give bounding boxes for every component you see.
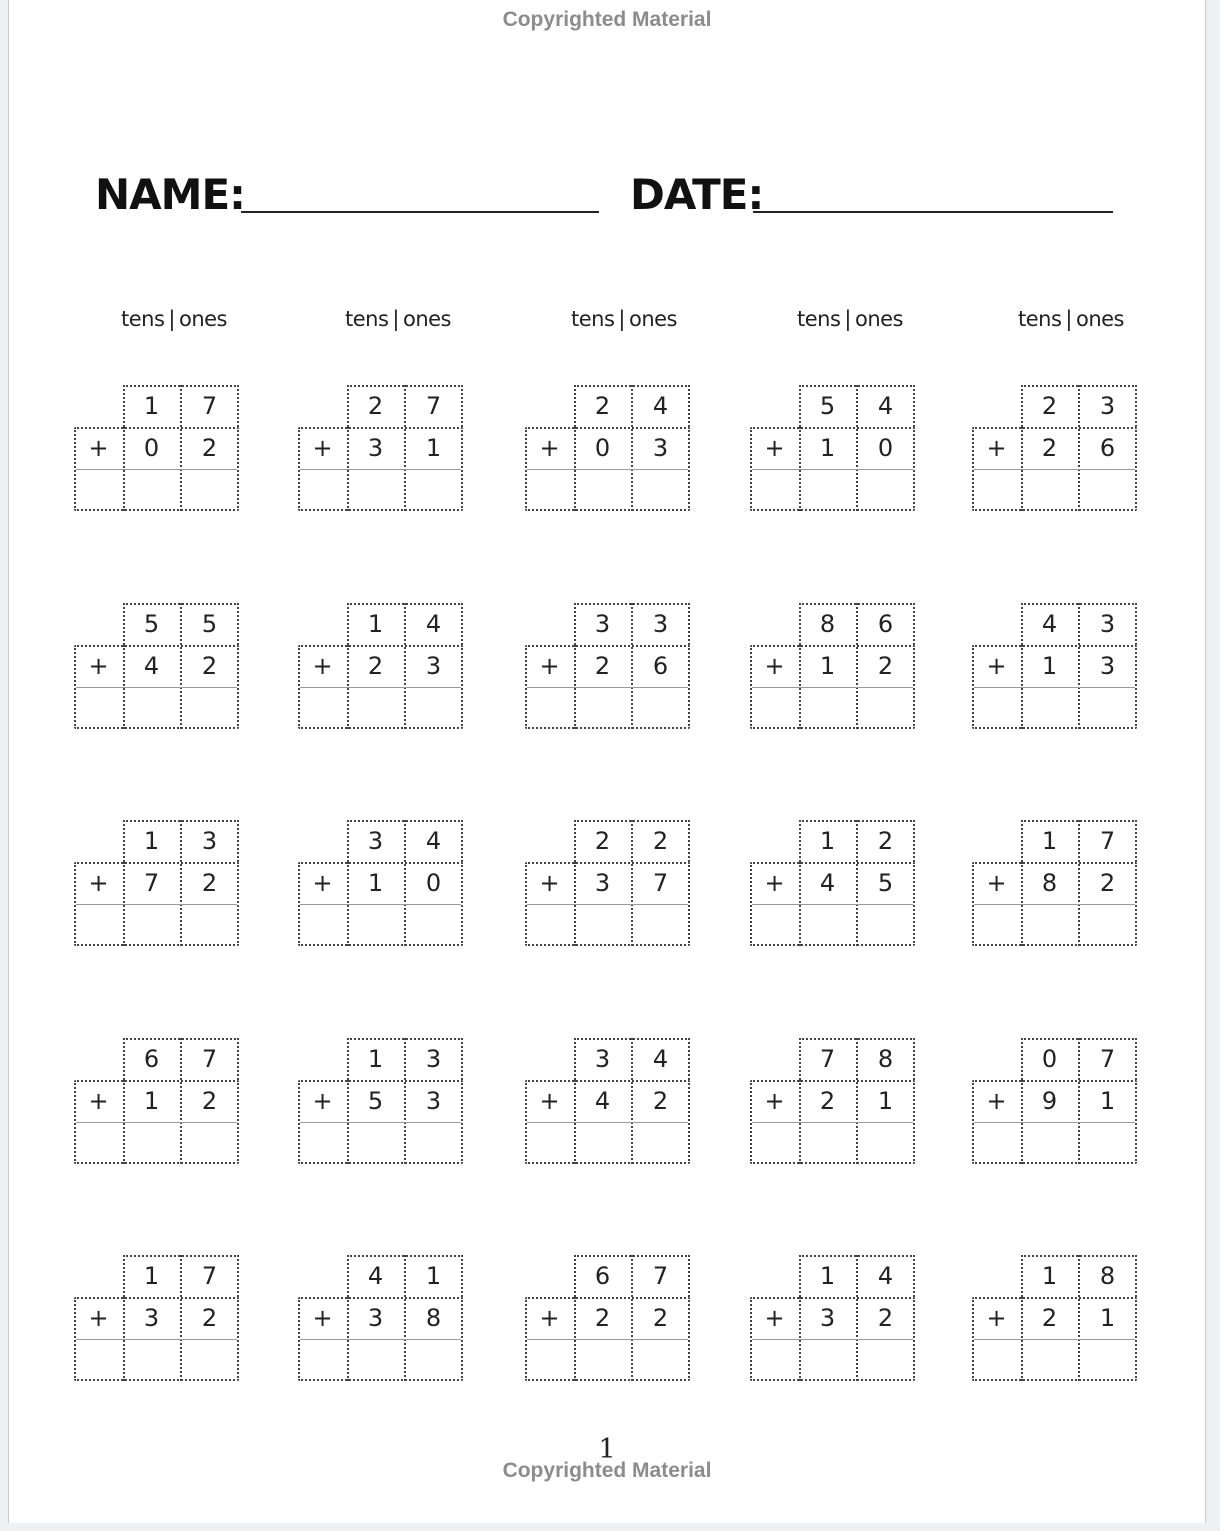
tens-digit: 2	[1041, 434, 1058, 462]
plus-sign: +	[986, 434, 1007, 462]
ones-digit: 3	[1099, 392, 1116, 420]
column-separator: |	[844, 307, 851, 331]
tens-digit: 0	[143, 434, 160, 462]
addition-problem	[298, 603, 463, 729]
ones-digit: 3	[1099, 610, 1116, 638]
answer-ones-cell[interactable]	[856, 687, 915, 729]
tens-digit: 2	[594, 827, 611, 855]
answer-tens-cell[interactable]	[1021, 904, 1078, 946]
ones-label: ones	[1075, 307, 1125, 331]
answer-carry-cell[interactable]	[74, 904, 123, 946]
answer-carry-cell[interactable]	[525, 469, 574, 511]
ones-digit: 7	[1099, 1045, 1116, 1073]
ones-digit: 7	[652, 869, 669, 897]
addition-problem	[750, 603, 915, 729]
plus-sign: +	[986, 869, 1007, 897]
answer-ones-cell[interactable]	[856, 1339, 915, 1381]
tens-label: tens	[797, 307, 841, 331]
answer-tens-cell[interactable]	[123, 1122, 180, 1164]
ones-digit: 4	[425, 610, 442, 638]
answer-carry-cell[interactable]	[298, 469, 347, 511]
tens-digit: 8	[819, 610, 836, 638]
answer-ones-cell[interactable]	[404, 1339, 463, 1381]
tens-digit: 4	[819, 869, 836, 897]
ones-label: ones	[178, 307, 228, 331]
ones-digit: 2	[201, 434, 218, 462]
tens-digit: 1	[1041, 1262, 1058, 1290]
ones-digit: 0	[425, 869, 442, 897]
answer-ones-cell[interactable]	[180, 469, 239, 511]
ones-digit: 8	[425, 1304, 442, 1332]
ones-digit: 2	[652, 827, 669, 855]
answer-ones-cell[interactable]	[631, 687, 690, 729]
answer-carry-cell[interactable]	[972, 469, 1021, 511]
tens-digit: 1	[819, 434, 836, 462]
ones-digit: 2	[877, 1304, 894, 1332]
answer-tens-cell[interactable]	[123, 904, 180, 946]
answer-tens-cell[interactable]	[799, 1122, 856, 1164]
tens-digit: 3	[367, 434, 384, 462]
plus-sign: +	[539, 1304, 560, 1332]
answer-tens-cell[interactable]	[1021, 1122, 1078, 1164]
answer-carry-cell[interactable]	[74, 687, 123, 729]
answer-carry-cell[interactable]	[750, 687, 799, 729]
tens-digit: 6	[594, 1262, 611, 1290]
copyright-bottom: Copyrighted Material	[502, 1459, 712, 1482]
ones-digit: 7	[652, 1262, 669, 1290]
tens-digit: 2	[367, 392, 384, 420]
tens-label: tens	[571, 307, 615, 331]
tens-digit: 1	[143, 392, 160, 420]
answer-ones-cell[interactable]	[631, 1122, 690, 1164]
answer-ones-cell[interactable]	[1078, 1122, 1137, 1164]
ones-digit: 2	[652, 1087, 669, 1115]
ones-digit: 1	[1099, 1087, 1116, 1115]
answer-carry-cell[interactable]	[525, 687, 574, 729]
answer-ones-cell[interactable]	[180, 687, 239, 729]
addition-problem	[525, 603, 690, 729]
ones-digit: 7	[201, 392, 218, 420]
plus-sign: +	[539, 869, 560, 897]
answer-carry-cell[interactable]	[972, 904, 1021, 946]
tens-digit: 3	[367, 1304, 384, 1332]
tens-digit: 1	[143, 1262, 160, 1290]
addition-problem	[298, 385, 463, 511]
ones-digit: 2	[201, 1304, 218, 1332]
answer-tens-cell[interactable]	[799, 1339, 856, 1381]
addition-problem	[74, 385, 239, 511]
tens-digit: 3	[819, 1304, 836, 1332]
tens-digit: 2	[367, 652, 384, 680]
ones-digit: 3	[425, 652, 442, 680]
addition-problem	[74, 820, 239, 946]
plus-sign: +	[539, 1087, 560, 1115]
ones-digit: 1	[425, 1262, 442, 1290]
addition-problem	[972, 820, 1137, 946]
answer-ones-cell[interactable]	[631, 904, 690, 946]
answer-carry-cell[interactable]	[74, 1339, 123, 1381]
plus-sign: +	[986, 1304, 1007, 1332]
answer-tens-cell[interactable]	[1021, 1339, 1078, 1381]
ones-digit: 8	[877, 1045, 894, 1073]
answer-ones-cell[interactable]	[404, 469, 463, 511]
tens-digit: 4	[143, 652, 160, 680]
plus-sign: +	[88, 1304, 109, 1332]
worksheet-page	[8, 0, 1206, 1523]
ones-digit: 2	[1099, 869, 1116, 897]
ones-digit: 4	[425, 827, 442, 855]
tens-digit: 1	[819, 827, 836, 855]
addition-problem	[525, 1255, 690, 1381]
ones-digit: 7	[425, 392, 442, 420]
addition-problem	[972, 385, 1137, 511]
ones-digit: 1	[877, 1087, 894, 1115]
answer-ones-cell[interactable]	[180, 1122, 239, 1164]
tens-digit: 5	[143, 610, 160, 638]
answer-carry-cell[interactable]	[750, 904, 799, 946]
tens-digit: 2	[594, 652, 611, 680]
tens-digit: 1	[819, 1262, 836, 1290]
tens-digit: 2	[594, 1304, 611, 1332]
tens-digit: 1	[143, 827, 160, 855]
answer-tens-cell[interactable]	[574, 687, 631, 729]
tens-digit: 3	[594, 610, 611, 638]
answer-ones-cell[interactable]	[404, 1122, 463, 1164]
ones-digit: 6	[652, 652, 669, 680]
answer-ones-cell[interactable]	[1078, 687, 1137, 729]
answer-tens-cell[interactable]	[347, 904, 404, 946]
plus-sign: +	[764, 869, 785, 897]
answer-carry-cell[interactable]	[972, 1122, 1021, 1164]
plus-sign: +	[986, 1087, 1007, 1115]
plus-sign: +	[88, 869, 109, 897]
tens-digit: 1	[1041, 652, 1058, 680]
answer-tens-cell[interactable]	[1021, 469, 1078, 511]
answer-tens-cell[interactable]	[123, 687, 180, 729]
addition-problem	[298, 1255, 463, 1381]
ones-digit: 3	[652, 434, 669, 462]
tens-digit: 2	[1041, 392, 1058, 420]
name-line	[241, 211, 599, 213]
tens-digit: 7	[143, 869, 160, 897]
plus-sign: +	[312, 1304, 333, 1332]
answer-tens-cell[interactable]	[347, 1122, 404, 1164]
ones-digit: 5	[201, 610, 218, 638]
answer-tens-cell[interactable]	[799, 904, 856, 946]
addition-problem	[298, 820, 463, 946]
plus-sign: +	[764, 1304, 785, 1332]
answer-tens-cell[interactable]	[347, 469, 404, 511]
tens-digit: 5	[819, 392, 836, 420]
ones-digit: 4	[652, 1045, 669, 1073]
plus-sign: +	[312, 434, 333, 462]
column-separator: |	[618, 307, 625, 331]
tens-digit: 3	[367, 827, 384, 855]
ones-digit: 0	[877, 434, 894, 462]
tens-digit: 2	[594, 392, 611, 420]
plus-sign: +	[88, 652, 109, 680]
answer-carry-cell[interactable]	[525, 904, 574, 946]
ones-digit: 1	[1099, 1304, 1116, 1332]
answer-tens-cell[interactable]	[574, 1122, 631, 1164]
copyright-top: Copyrighted Material	[502, 8, 712, 31]
answer-ones-cell[interactable]	[631, 1339, 690, 1381]
answer-carry-cell[interactable]	[750, 1339, 799, 1381]
tens-digit: 3	[594, 869, 611, 897]
page-number: 1	[598, 1434, 616, 1465]
answer-carry-cell[interactable]	[972, 1339, 1021, 1381]
ones-digit: 5	[877, 869, 894, 897]
ones-digit: 7	[201, 1262, 218, 1290]
ones-digit: 3	[652, 610, 669, 638]
plus-sign: +	[764, 652, 785, 680]
addition-problem	[750, 1038, 915, 1164]
addition-problem	[298, 1038, 463, 1164]
ones-digit: 3	[201, 827, 218, 855]
ones-digit: 2	[652, 1304, 669, 1332]
answer-ones-cell[interactable]	[180, 904, 239, 946]
tens-digit: 6	[143, 1045, 160, 1073]
ones-digit: 6	[877, 610, 894, 638]
addition-problem	[74, 1038, 239, 1164]
tens-digit: 4	[367, 1262, 384, 1290]
answer-carry-cell[interactable]	[74, 469, 123, 511]
answer-carry-cell[interactable]	[298, 687, 347, 729]
column-label	[571, 307, 677, 331]
name-label: NAME:	[95, 170, 245, 219]
plus-sign: +	[312, 869, 333, 897]
tens-digit: 2	[819, 1087, 836, 1115]
tens-digit: 1	[367, 869, 384, 897]
tens-digit: 3	[143, 1304, 160, 1332]
ones-digit: 3	[425, 1045, 442, 1073]
ones-label: ones	[628, 307, 678, 331]
column-separator: |	[1065, 307, 1072, 331]
answer-carry-cell[interactable]	[74, 1122, 123, 1164]
tens-digit: 3	[594, 1045, 611, 1073]
plus-sign: +	[539, 652, 560, 680]
tens-digit: 9	[1041, 1087, 1058, 1115]
answer-tens-cell[interactable]	[123, 1339, 180, 1381]
column-label	[1018, 307, 1124, 331]
answer-tens-cell[interactable]	[799, 687, 856, 729]
ones-digit: 2	[201, 652, 218, 680]
answer-tens-cell[interactable]	[347, 1339, 404, 1381]
answer-tens-cell[interactable]	[1021, 687, 1078, 729]
ones-digit: 4	[877, 1262, 894, 1290]
tens-digit: 1	[367, 1045, 384, 1073]
answer-tens-cell[interactable]	[574, 904, 631, 946]
answer-ones-cell[interactable]	[856, 1122, 915, 1164]
tens-digit: 1	[143, 1087, 160, 1115]
date-line	[753, 211, 1113, 213]
plus-sign: +	[88, 434, 109, 462]
ones-digit: 8	[1099, 1262, 1116, 1290]
plus-sign: +	[764, 434, 785, 462]
tens-label: tens	[345, 307, 389, 331]
answer-ones-cell[interactable]	[404, 687, 463, 729]
answer-carry-cell[interactable]	[298, 904, 347, 946]
addition-problem	[74, 603, 239, 729]
tens-label: tens	[1018, 307, 1062, 331]
ones-digit: 7	[1099, 827, 1116, 855]
answer-ones-cell[interactable]	[1078, 1339, 1137, 1381]
answer-carry-cell[interactable]	[972, 687, 1021, 729]
answer-ones-cell[interactable]	[856, 469, 915, 511]
answer-ones-cell[interactable]	[1078, 469, 1137, 511]
ones-digit: 7	[201, 1045, 218, 1073]
answer-ones-cell[interactable]	[856, 904, 915, 946]
plus-sign: +	[986, 652, 1007, 680]
answer-carry-cell[interactable]	[298, 1122, 347, 1164]
answer-tens-cell[interactable]	[799, 469, 856, 511]
addition-problem	[750, 820, 915, 946]
tens-digit: 1	[1041, 827, 1058, 855]
ones-digit: 4	[652, 392, 669, 420]
tens-digit: 1	[367, 610, 384, 638]
tens-digit: 0	[1041, 1045, 1058, 1073]
addition-problem	[525, 820, 690, 946]
answer-ones-cell[interactable]	[631, 469, 690, 511]
answer-ones-cell[interactable]	[404, 904, 463, 946]
tens-digit: 8	[1041, 869, 1058, 897]
addition-problem	[750, 1255, 915, 1381]
ones-digit: 3	[425, 1087, 442, 1115]
answer-tens-cell[interactable]	[347, 687, 404, 729]
addition-problem	[972, 1255, 1137, 1381]
date-label: DATE:	[630, 170, 764, 219]
tens-digit: 7	[819, 1045, 836, 1073]
tens-digit: 0	[594, 434, 611, 462]
ones-digit: 2	[877, 652, 894, 680]
answer-carry-cell[interactable]	[750, 469, 799, 511]
addition-problem	[525, 1038, 690, 1164]
ones-digit: 4	[877, 392, 894, 420]
column-label	[797, 307, 903, 331]
answer-ones-cell[interactable]	[180, 1339, 239, 1381]
answer-carry-cell[interactable]	[525, 1339, 574, 1381]
column-separator: |	[392, 307, 399, 331]
addition-problem	[750, 385, 915, 511]
column-label	[345, 307, 451, 331]
addition-problem	[74, 1255, 239, 1381]
tens-digit: 1	[819, 652, 836, 680]
plus-sign: +	[312, 652, 333, 680]
plus-sign: +	[88, 1087, 109, 1115]
plus-sign: +	[539, 434, 560, 462]
answer-tens-cell[interactable]	[123, 469, 180, 511]
answer-carry-cell[interactable]	[525, 1122, 574, 1164]
ones-digit: 3	[1099, 652, 1116, 680]
tens-digit: 5	[367, 1087, 384, 1115]
answer-carry-cell[interactable]	[298, 1339, 347, 1381]
plus-sign: +	[312, 1087, 333, 1115]
plus-sign: +	[764, 1087, 785, 1115]
ones-digit: 1	[425, 434, 442, 462]
answer-tens-cell[interactable]	[574, 469, 631, 511]
tens-digit: 2	[1041, 1304, 1058, 1332]
tens-digit: 4	[1041, 610, 1058, 638]
ones-digit: 2	[201, 869, 218, 897]
tens-label: tens	[121, 307, 165, 331]
answer-tens-cell[interactable]	[574, 1339, 631, 1381]
answer-carry-cell[interactable]	[750, 1122, 799, 1164]
addition-problem	[525, 385, 690, 511]
addition-problem	[972, 603, 1137, 729]
ones-digit: 2	[877, 827, 894, 855]
column-label	[121, 307, 227, 331]
ones-label: ones	[854, 307, 904, 331]
ones-label: ones	[402, 307, 452, 331]
answer-ones-cell[interactable]	[1078, 904, 1137, 946]
ones-digit: 2	[201, 1087, 218, 1115]
ones-digit: 6	[1099, 434, 1116, 462]
addition-problem	[972, 1038, 1137, 1164]
tens-digit: 4	[594, 1087, 611, 1115]
column-separator: |	[168, 307, 175, 331]
